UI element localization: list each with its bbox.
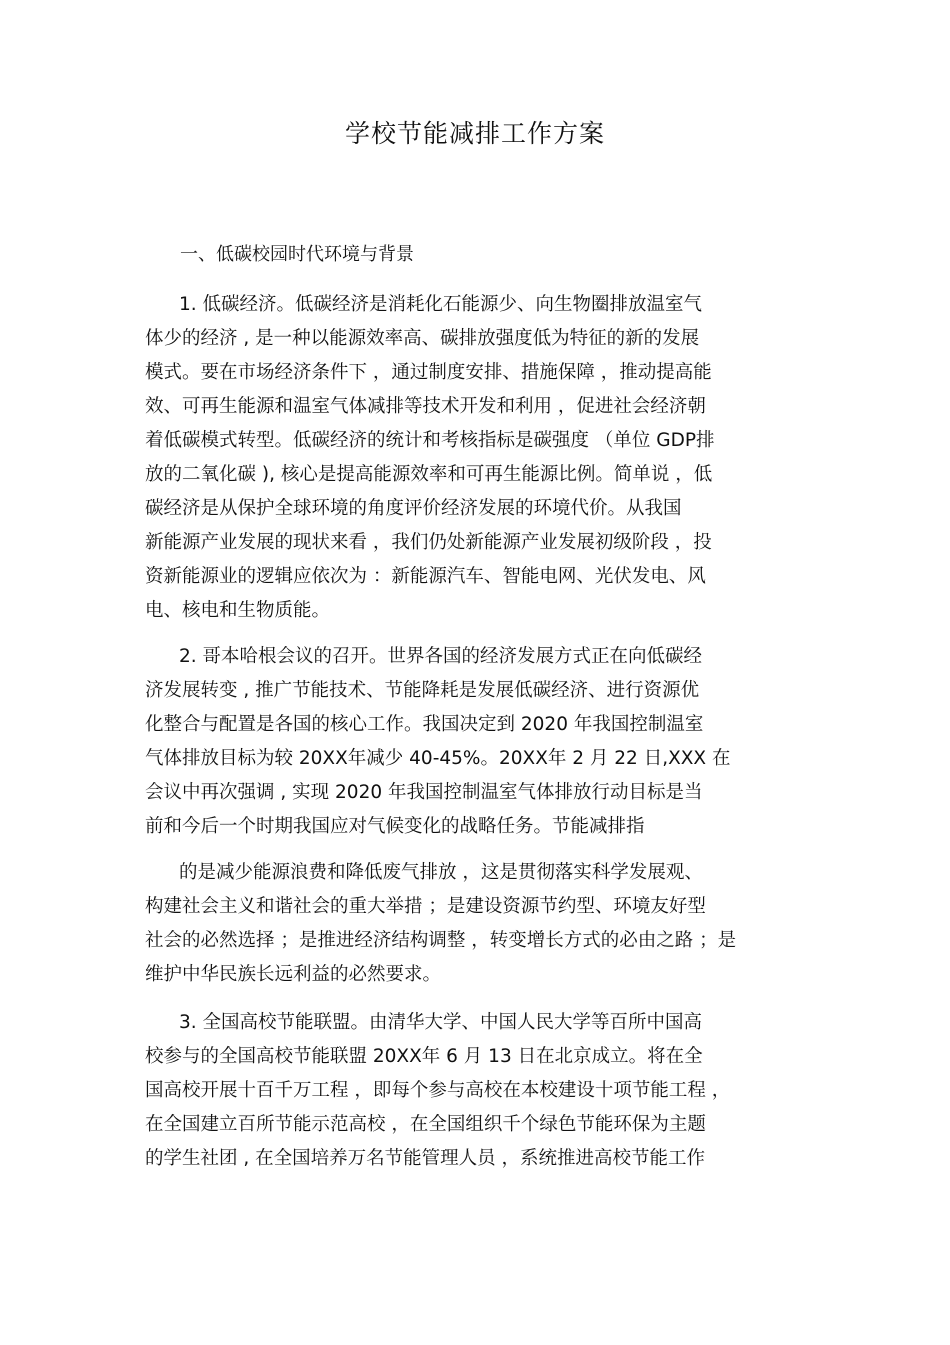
document-title: 学校节能减排工作方案 <box>344 119 605 148</box>
paragraph-line: 资新能源业的逻辑应依次为 ：新能源汽车、智能电网、光伏发电、风 <box>145 566 706 587</box>
paragraph-line: 2. 哥本哈根会议的召开。世界各国的经济发展方式正在向低碳经 <box>179 646 703 667</box>
paragraph-line: 国高校开展十百千万工程 ，即每个参与高校在本校建设十项节能工程 ， <box>145 1080 731 1101</box>
paragraph-line: 电、核电和生物质能。 <box>145 600 331 621</box>
paragraph-line: 1. 低碳经济。低碳经济是消耗化石能源少、向生物圈排放温室气 <box>179 294 703 315</box>
section-heading: 一、低碳校园时代环境与背景 <box>180 244 414 265</box>
paragraph-line: 济发展转变 , 推广节能技术、节能降耗是发展低碳经济、进行资源优 <box>145 680 700 701</box>
paragraph-line: 气体排放目标为较 20XX年减少 40-45%。20XX年 2 月 22 日,XXX 在 <box>145 748 731 769</box>
paragraph-line: 的是减少能源浪费和降低废气排放 ，这是贯彻落实科学发展观、 <box>179 862 703 883</box>
paragraph-line: 化整合与配置是各国的核心工作。我国决定到 2020 年我国控制温室 <box>145 714 704 735</box>
paragraph-line: 新能源产业发展的现状来看 ，我们仍处新能源产业发展初级阶段 ，投 <box>145 532 712 553</box>
paragraph-line: 构建社会主义和谐社会的重大举措 ；是建设资源节约型、环境友好型 <box>145 896 706 917</box>
paragraph-line: 前和今后一个时期我国应对气候变化的战略任务。节能减排指 <box>145 816 645 837</box>
paragraph-line: 体少的经济 , 是一种以能源效率高、碳排放强度低为特征的新的发展 <box>145 328 700 349</box>
paragraph-line: 3. 全国高校节能联盟。由清华大学、中国人民大学等百所中国高 <box>179 1012 703 1033</box>
paragraph-line: 会议中再次强调 , 实现 2020 年我国控制温室气体排放行动目标是当 <box>145 782 703 803</box>
paragraph-line: 碳经济是从保护全球环境的角度评价经济发展的环境代价。从我国 <box>145 498 682 519</box>
paragraph-line: 模式。要在市场经济条件下 ，通过制度安排、措施保障 ，推动提高能 <box>145 362 712 383</box>
paragraph-line: 着低碳模式转型。低碳经济的统计和考核指标是碳强度 （单位 GDP排 <box>145 430 715 451</box>
paragraph-line: 的学生社团 , 在全国培养万名节能管理人员 ，系统推进高校节能工作 <box>145 1148 706 1169</box>
paragraph-line: 效、可再生能源和温室气体减排等技术开发和利用 ，促进社会经济朝 <box>145 396 706 417</box>
paragraph-line: 校参与的全国高校节能联盟 20XX年 6 月 13 日在北京成立。将在全 <box>145 1046 703 1067</box>
paragraph-line: 在全国建立百所节能示范高校 ，在全国组织千个绿色节能环保为主题 <box>145 1114 706 1135</box>
paragraph-line: 放的二氧化碳 ), 核心是提高能源效率和可再生能源比例。简单说 ，低 <box>145 464 713 485</box>
paragraph-line: 维护中华民族长远利益的必然要求。 <box>145 964 442 985</box>
paragraph-line: 社会的必然选择 ；是推进经济结构调整 ，转变增长方式的必由之路 ；是 <box>145 930 737 951</box>
